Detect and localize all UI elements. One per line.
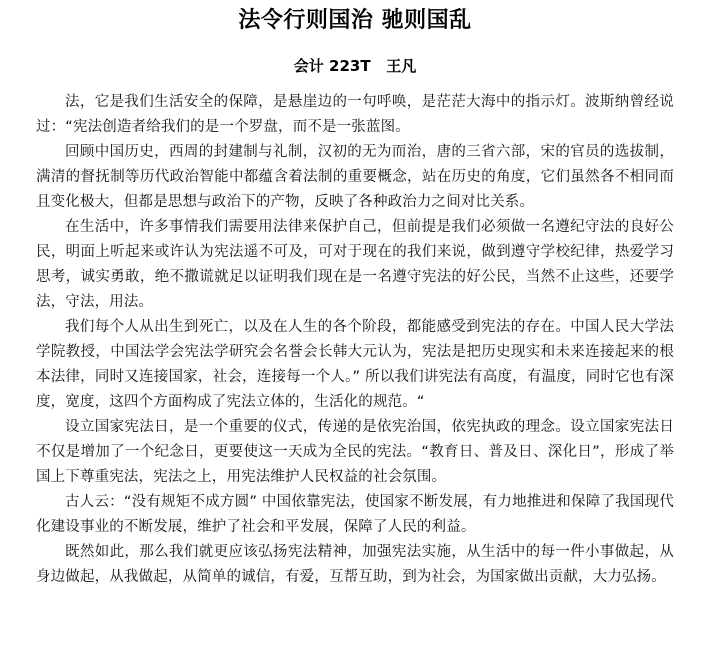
paragraph-7: 既然如此，那么我们就更应该弘扬宪法精神，加强宪法实施，从生活中的每一件小事做起，从身边做起，从我做起，从简单的诚信，有爱，互帮互助，到为社会，为国家做出贡献，大力弘扬。 xyxy=(36,544,674,585)
paragraph-6: 古人云：“没有规矩不成方圆” 中国依靠宪法，使国家不断发展，有力地推进和保障了我国现代化建设事业的不断发展，维护了社会和平发展，保障了人民的利益。 xyxy=(36,494,674,535)
essay-body xyxy=(36,90,674,590)
paragraph-3: 在生活中，许多事情我们需要用法律来保护自己，但前提是我们必须做一名遵纪守法的良好公民，明面上听起来或许认为宪法遥不可及，可对于现在的我们来说，做到遵守学校纪律，热爱学习思考，诚实勇敢，绝不撒谎就足以证明我们现在是一名遵守宪法的好公民，当然不止这些，还要学法，守法，用法。 xyxy=(36,219,674,310)
paragraph-4: 我们每个人从出生到死亡，以及在人生的各个阶段，都能感受到宪法的存在。中国人民大学法学院教授，中国法学会宪法学研究会名誉会长韩大元认为，宪法是把历史现实和未来连接起来的根本法律，同时又连接国家，社会，连接每一个人。” 所以我们讲宪法有高度，有温度，同时它也有深度，宽度，这四个方面构成了宪法立体的，生活化的规范。“ xyxy=(36,319,674,410)
author-byline: 会计 223T 王凡 xyxy=(293,57,417,75)
essay-title: 法令行则国治 驰则国乱 xyxy=(238,8,472,33)
paragraph-5: 设立国家宪法日，是一个重要的仪式，传递的是依宪治国，依宪执政的理念。设立国家宪法日不仅是增加了一个纪念日，更要使这一天成为全民的宪法。“教育日、普及日、深化日”，形成了举国上下尊重宪法，宪法之上，用宪法维护人民权益的社会氛围。 xyxy=(36,419,674,485)
paragraph-1: 法，它是我们生活安全的保障，是悬崖边的一句呼唤，是茫茫大海中的指示灯。波斯纳曾经说过：“宪法创造者给我们的是一个罗盘，而不是一张蓝图。 xyxy=(36,94,674,135)
paragraph-2: 回顾中国历史，西周的封建制与礼制，汉初的无为而治，唐的三省六部，宋的官员的选拔制，满清的督抚制等历代政治智能中都蕴含着法制的重要概念，站在历史的角度，它们虽然各不相同而且变化极大，但都是思想与政治下的产物，反映了各种政治力之间对比关系。 xyxy=(36,144,674,210)
